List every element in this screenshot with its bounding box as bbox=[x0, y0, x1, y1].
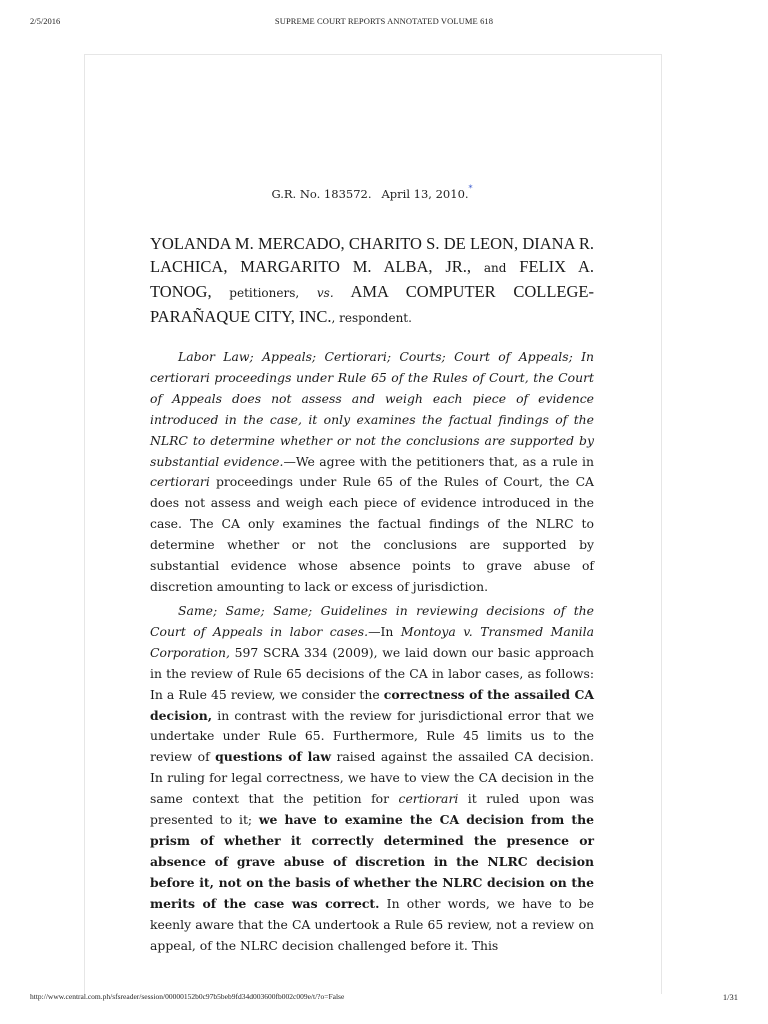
footnote-link[interactable]: * bbox=[468, 184, 473, 193]
bold-segment: we have to examine the CA decision from the prism of whether it correctly determined the presence or absence of grave abuse of discretion in the NLRC decision before it, not on the basis of whether the NLRC decision on the merits of the case was correct. bbox=[150, 812, 594, 911]
respondent-name: AMA COMPUTER COLLEGE-PARAÑAQUE CITY, INC. bbox=[150, 282, 594, 326]
document-title: SUPREME COURT REPORTS ANNOTATED VOLUME 618 bbox=[274, 16, 494, 26]
versus: vs. bbox=[316, 286, 334, 300]
syllabus-paragraph-1 bbox=[150, 347, 594, 598]
italic-term: certiorari bbox=[150, 474, 210, 490]
syllabus-paragraph-2 bbox=[150, 601, 594, 956]
print-header bbox=[0, 6, 768, 26]
headnote-2: Same; Same; Same; Guidelines in reviewing decisions of the Court of Appeals in labor cases. bbox=[150, 603, 594, 639]
italic-term: certiorari bbox=[398, 791, 459, 807]
text-segment: in contrast with the review for jurisdictional error that we undertake under Rule 65. Furthermore, Rule 45 limits us to the review of bbox=[150, 707, 594, 765]
page-count: 1/31 bbox=[722, 992, 738, 1002]
gr-number: G.R. No. 183572. bbox=[271, 186, 372, 201]
case-number-line bbox=[150, 186, 594, 201]
text-segment: —In bbox=[368, 623, 401, 639]
last-petitioner: FELIX A. TONOG, bbox=[150, 257, 595, 301]
source-url[interactable]: http://www.central.com.ph/sfsreader/session/00000152b0c97b5beb9fd34d003600fb002c009e/t/?o=False bbox=[30, 992, 345, 1001]
petitioners-names: YOLANDA M. MERCADO, CHARITO S. DE LEON, DIANA R. LACHICA, MARGARITO M. ALBA, JR., bbox=[150, 234, 594, 276]
text-segment: proceedings under Rule 65 of the Rules of Court, the CA does not assess and weigh each piece of evidence introduced in the case. The CA only examines the factual findings of the NLRC to determine whether or not the conclusions are supported by substantial evidence whose absence points to grave abuse of discretion amounting to lack or excess of jurisdiction. bbox=[150, 474, 594, 594]
respondent-label: , respondent. bbox=[331, 311, 412, 325]
print-date: 2/5/2016 bbox=[30, 16, 61, 26]
text-segment: —We agree with the petitioners that, as a rule in bbox=[283, 453, 594, 469]
decision-date: April 13, 2010. bbox=[381, 186, 469, 201]
parties-caption bbox=[150, 232, 594, 330]
case-citation: Montoya v. Transmed Manila Corporation, bbox=[150, 623, 594, 660]
and-connector: and bbox=[483, 261, 507, 275]
bold-segment: correctness of the assailed CA decision, bbox=[150, 686, 594, 723]
text-segment: it ruled upon was presented to it; bbox=[150, 791, 595, 828]
bold-segment: questions of law bbox=[215, 749, 332, 765]
text-segment: 597 SCRA 334 (2009), we laid down our basic approach in the review of Rule 65 decisions of the CA in labor cases, as follows: In a Rule 45 review, we consider the bbox=[150, 644, 594, 702]
headnote-1: Labor Law; Appeals; Certiorari; Courts; Court of Appeals; In certiorari proceedings under Rule 65 of the Rules of Court, the Court of Appeals does not assess and weigh each piece of evidence introduced in the case, it only examines the factual findings of the NLRC to determine whether or not the conclusions are supported by substantial evidence. bbox=[150, 349, 594, 469]
text-segment: In other words, we have to be keenly aware that the CA undertook a Rule 65 review, not a review on appeal, of the NLRC decision challenged before it. This bbox=[150, 895, 594, 953]
print-footer bbox=[0, 992, 768, 1006]
petitioners-label: petitioners, bbox=[229, 286, 300, 300]
text-segment: raised against the assailed CA decision. In ruling for legal correctness, we have to view the CA decision in the same context that the petition for bbox=[150, 749, 594, 807]
